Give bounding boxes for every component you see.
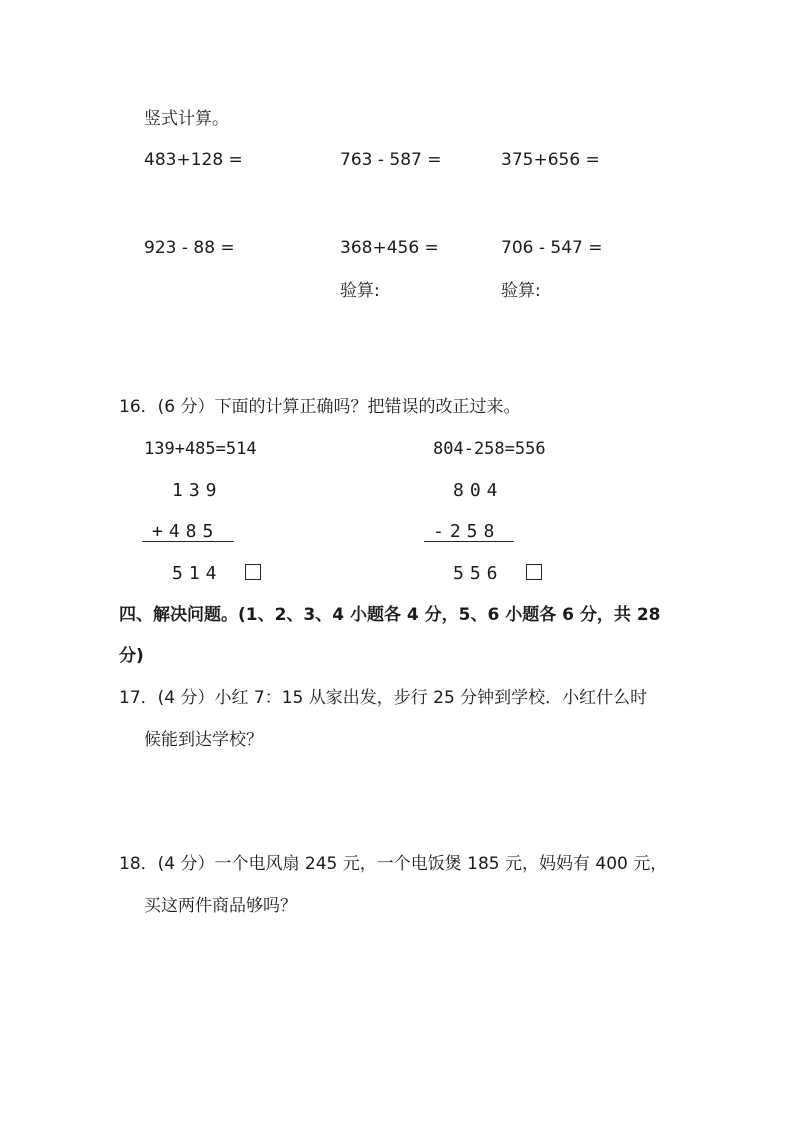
- problem-6: 706 - 547 =: [501, 238, 603, 258]
- q16-left-top: 139: [172, 480, 223, 501]
- q16-right-result: 556: [453, 563, 504, 584]
- q16-right-rule: [424, 541, 514, 542]
- q16-left-checkbox[interactable]: [245, 564, 261, 580]
- q17-line2: 候能到达学校？: [144, 730, 263, 750]
- q16-right-top: 804: [453, 480, 504, 501]
- problem-1: 483+128 =: [144, 150, 243, 170]
- q18-line1: 18．(4 分）一个电风扇 245 元，一个电饭煲 185 元，妈妈有 400 元，: [119, 854, 668, 874]
- section4-heading-line1: 四、解决问题。(1、2、3、4 小题各 4 分，5、6 小题各 6 分，共 28: [119, 605, 661, 625]
- q17-line1: 17．(4 分）小红 7：15 从家出发，步行 25 分钟到学校．小红什么时: [119, 688, 648, 708]
- q16-right-checkbox[interactable]: [526, 564, 542, 580]
- check-label-1: 验算:: [340, 281, 380, 301]
- problem-2: 763 - 587 =: [340, 150, 442, 170]
- section-title: 竖式计算。: [144, 109, 229, 129]
- section4-heading-line2: 分): [119, 646, 144, 666]
- q16-left-equation: 139+485=514: [144, 439, 257, 459]
- q16-left-result: 514: [172, 563, 223, 584]
- q16-left-op: +485: [152, 521, 220, 542]
- problem-4: 923 - 88 =: [144, 238, 235, 258]
- q16-left-rule: [142, 541, 234, 542]
- q16-prompt: 16．(6 分）下面的计算正确吗？把错误的改正过来。: [119, 397, 521, 417]
- problem-3: 375+656 =: [501, 150, 600, 170]
- problem-5: 368+456 =: [340, 238, 439, 258]
- q16-right-equation: 804-258=556: [433, 439, 546, 459]
- q16-right-op: -258: [433, 521, 501, 542]
- q18-line2: 买这两件商品够吗？: [144, 896, 297, 916]
- check-label-2: 验算:: [501, 281, 541, 301]
